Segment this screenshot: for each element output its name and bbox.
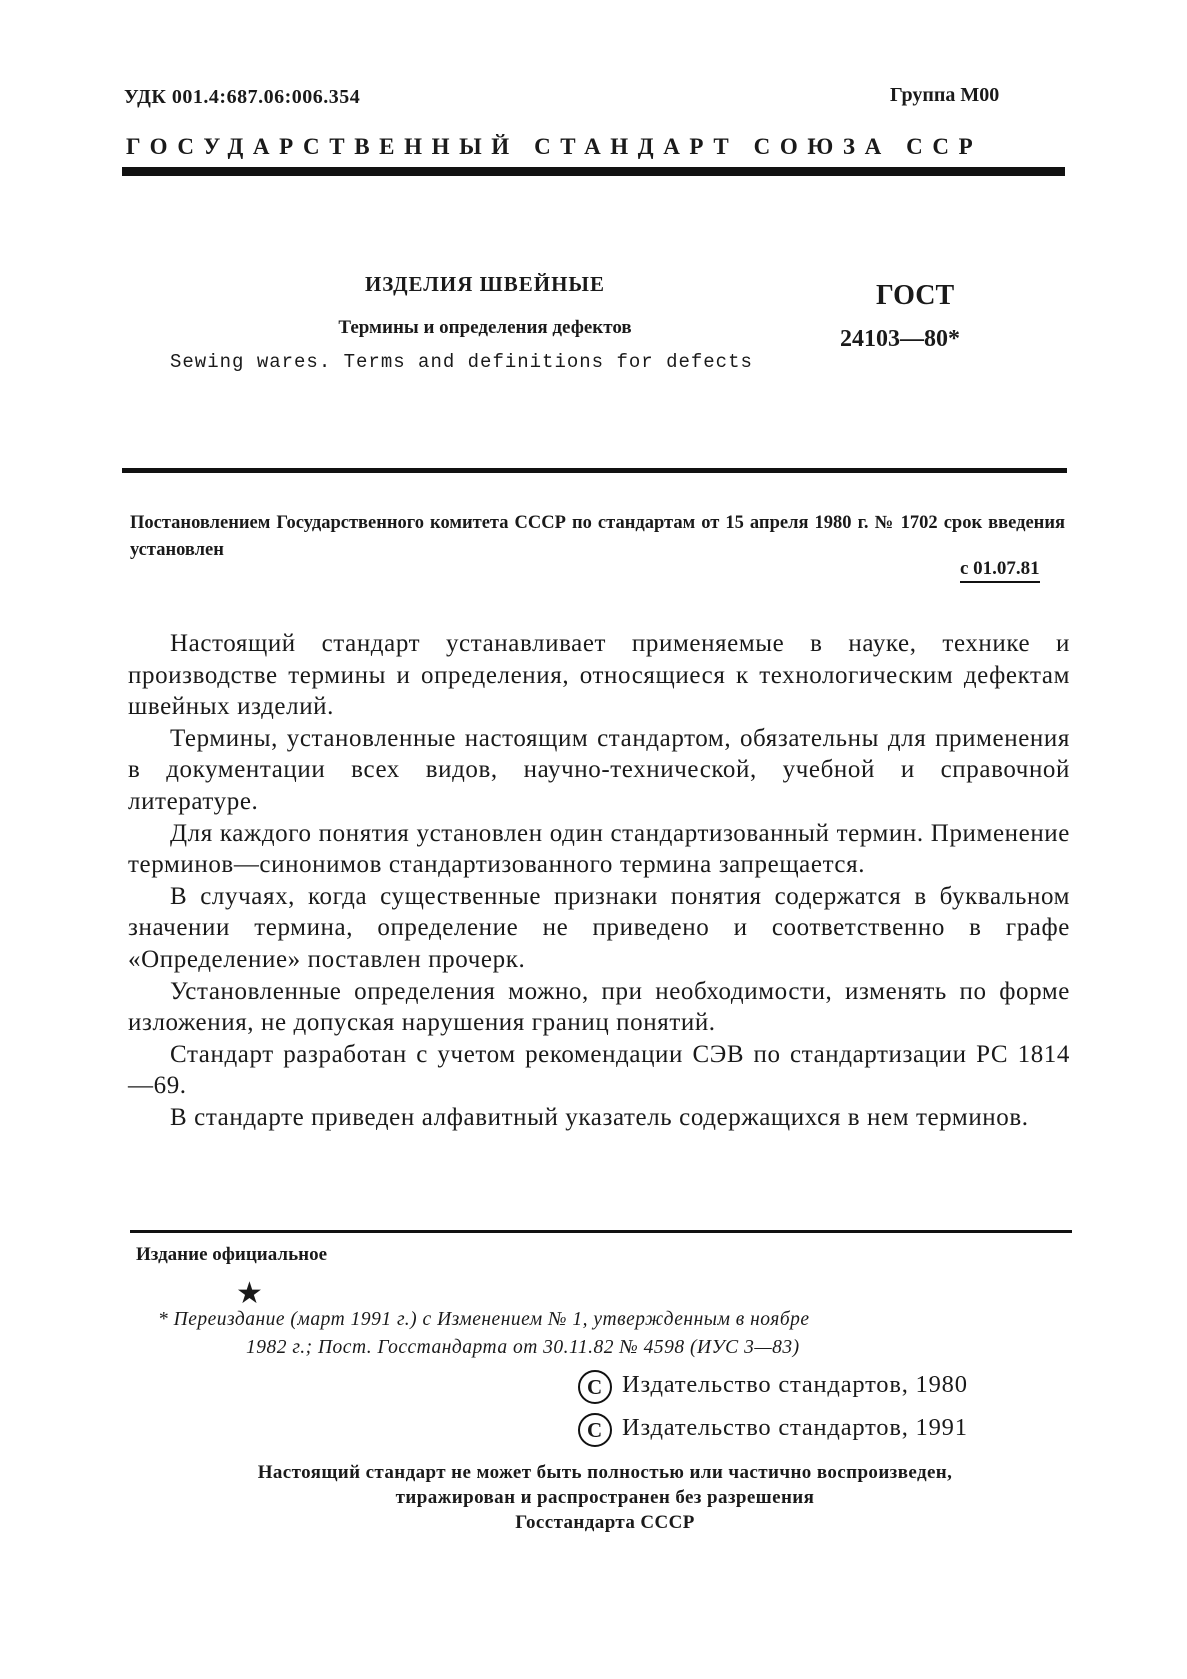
notice-line-3: Госстандарта СССР — [515, 1512, 695, 1533]
document-subtitle: Термины и определения дефектов — [338, 317, 632, 338]
footer-divider — [130, 1230, 1072, 1233]
copyright-1980 — [578, 1370, 968, 1404]
copyright-text-1980: Издательство стандартов, 1980 — [622, 1371, 968, 1398]
body-paragraph: В стандарте приведен алфавитный указатель содержащихся в нем терминов. — [170, 1103, 1029, 1131]
group-code: Группа М00 — [890, 84, 1000, 106]
gost-number: 24103—80* — [840, 326, 960, 352]
state-standard-heading: ГОСУДАРСТВЕННЫЙ СТАНДАРТ СОЮЗА ССР — [126, 134, 983, 159]
document-title-english: Sewing wares. Terms and definitions for defects — [170, 351, 753, 373]
official-edition-label: Издание официальное — [136, 1244, 328, 1265]
decree-text: Постановлением Государственного комитета СССР по стандартам от 15 апреля 1980 г. № 1702 срок введения установлен — [130, 513, 1065, 560]
notice-line-1: Настоящий стандарт не может быть полностью или частично воспроизведен, — [257, 1462, 953, 1483]
body-text — [128, 628, 1070, 1134]
body-paragraph: Для каждого понятия установлен один стандартизованный термин. Применение терминов—синонимов стандартизованного термина запрещается. — [128, 819, 1070, 879]
udk-code: УДК 001.4:687.06:006.354 — [124, 86, 361, 108]
title-divider — [122, 468, 1067, 473]
notice-line-2: тиражирован и распространен без разрешения — [395, 1487, 815, 1508]
body-paragraph: Настоящий стандарт устанавливает применяемые в науке, технике и производстве термины и определения, относящиеся к технологическим дефектам швейных изделий. — [128, 630, 1070, 721]
document-title: ИЗДЕЛИЯ ШВЕЙНЫЕ — [364, 272, 606, 296]
copyright-icon: С — [578, 1370, 612, 1404]
title-block — [170, 272, 753, 373]
body-paragraph: Установленные определения можно, при необходимости, изменять по форме изложения, не допуская нарушения границ понятий. — [128, 977, 1070, 1037]
copyright-text-1991: Издательство стандартов, 1991 — [622, 1414, 968, 1441]
copyright-1991 — [578, 1413, 968, 1447]
body-paragraph: В случаях, когда существенные признаки понятия содержатся в буквальном значении термина, определение не приведено и соответственно в графе «Определение» поставлен прочерк. — [128, 882, 1070, 973]
copyright-icon: С — [578, 1413, 612, 1447]
reissue-note — [158, 1306, 1058, 1362]
star-icon: ★ — [236, 1277, 263, 1310]
reissue-line-2: 1982 г.; Пост. Госстандарта от 30.11.82 № 4598 (ИУС 3—83) — [246, 1337, 800, 1358]
reproduction-notice — [150, 1460, 1060, 1535]
effective-date: с 01.07.81 — [960, 558, 1040, 583]
header-divider — [122, 167, 1065, 176]
body-paragraph: Стандарт разработан с учетом рекомендации СЭВ по стандартизации РС 1814—69. — [128, 1040, 1070, 1100]
reissue-line-1: * Переиздание (март 1991 г.) с Изменением № 1, утвержденным в ноябре — [158, 1309, 810, 1330]
body-paragraph: Термины, установленные настоящим стандартом, обязательны для применения в документации всех видов, научно-технической, учебной и справочной литературе. — [128, 724, 1070, 815]
gost-label: ГОСТ — [876, 280, 955, 311]
